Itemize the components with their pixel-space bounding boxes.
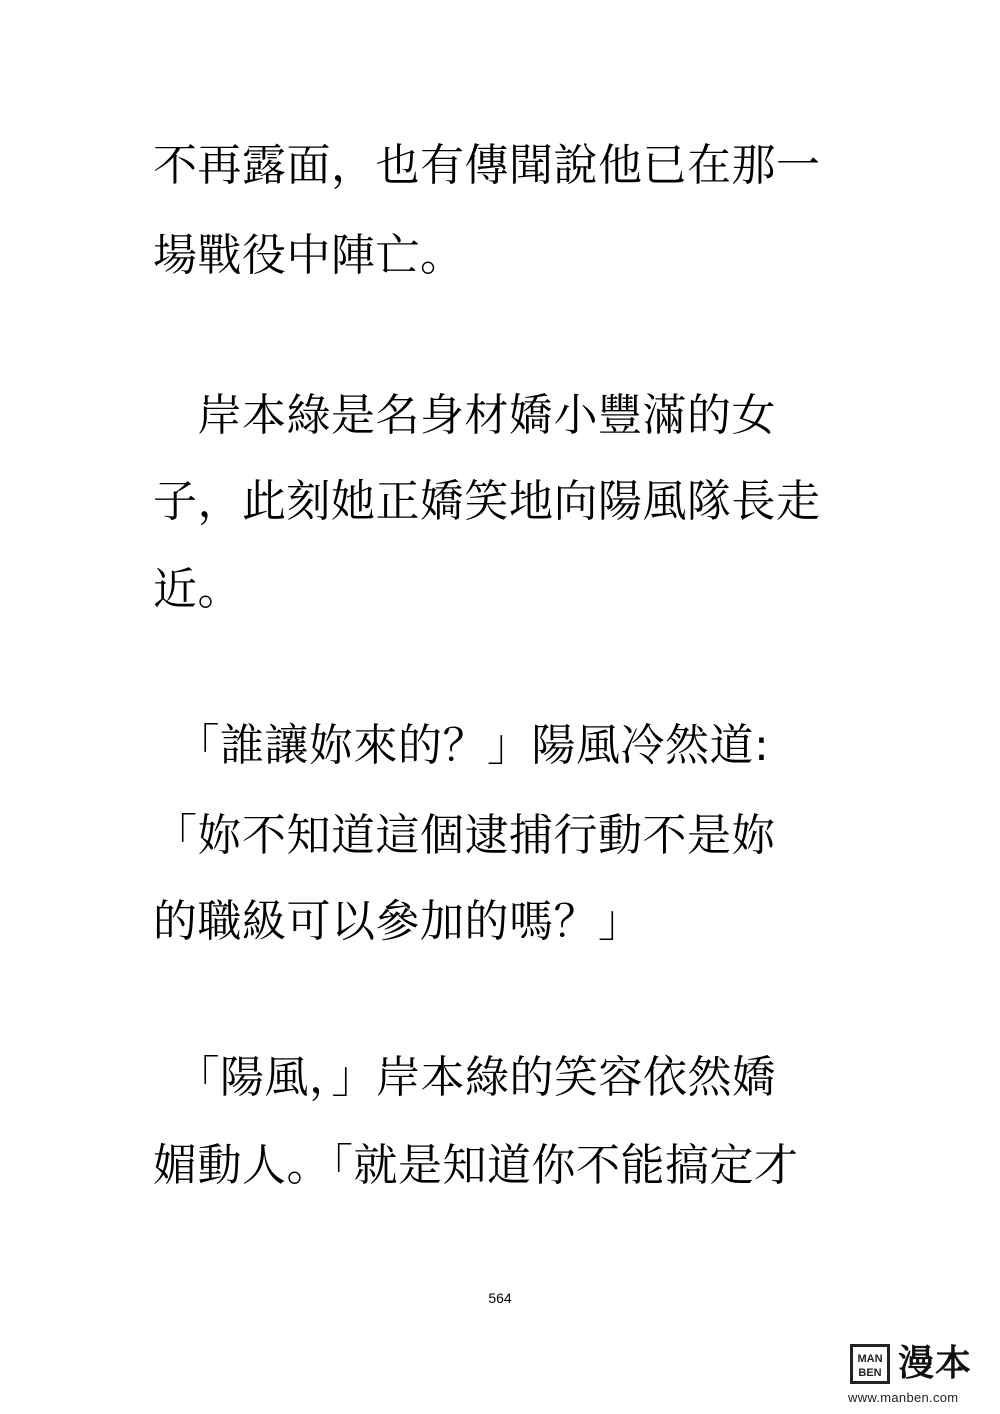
text-line-6: 「誰讓妳來的？」陽風冷然道: xyxy=(153,720,770,771)
text-line-10: 媚動人。「就是知道你不能搞定才 xyxy=(153,1140,799,1191)
text-line-4: 子，此刻她正嬌笑地向陽風隊長走 xyxy=(153,476,821,527)
manben-logo-icon xyxy=(850,1344,890,1384)
svg-text:BEN: BEN xyxy=(858,1367,882,1379)
watermark-title: 漫本 xyxy=(898,1343,973,1384)
text-line-8: 的職級可以參加的嗎？」 xyxy=(153,896,643,947)
text-line-3: 岸本綠是名身材嬌小豐滿的女 xyxy=(153,390,776,441)
manben-watermark xyxy=(848,1342,988,1408)
text-line-9: 「陽風，」岸本綠的笑容依然嬌 xyxy=(153,1052,777,1103)
text-line-5: 近。 xyxy=(153,564,242,615)
svg-text:MAN: MAN xyxy=(857,1353,883,1365)
page-number: 564 xyxy=(488,1290,512,1306)
text-line-7: 「妳不知道這個逮捕行動不是妳 xyxy=(153,810,776,861)
text-line-2: 場戰役中陣亡。 xyxy=(153,230,465,281)
text-line-1: 不再露面，也有傳聞說他已在那一 xyxy=(153,140,821,191)
watermark-url: www.manben.com xyxy=(848,1390,959,1405)
